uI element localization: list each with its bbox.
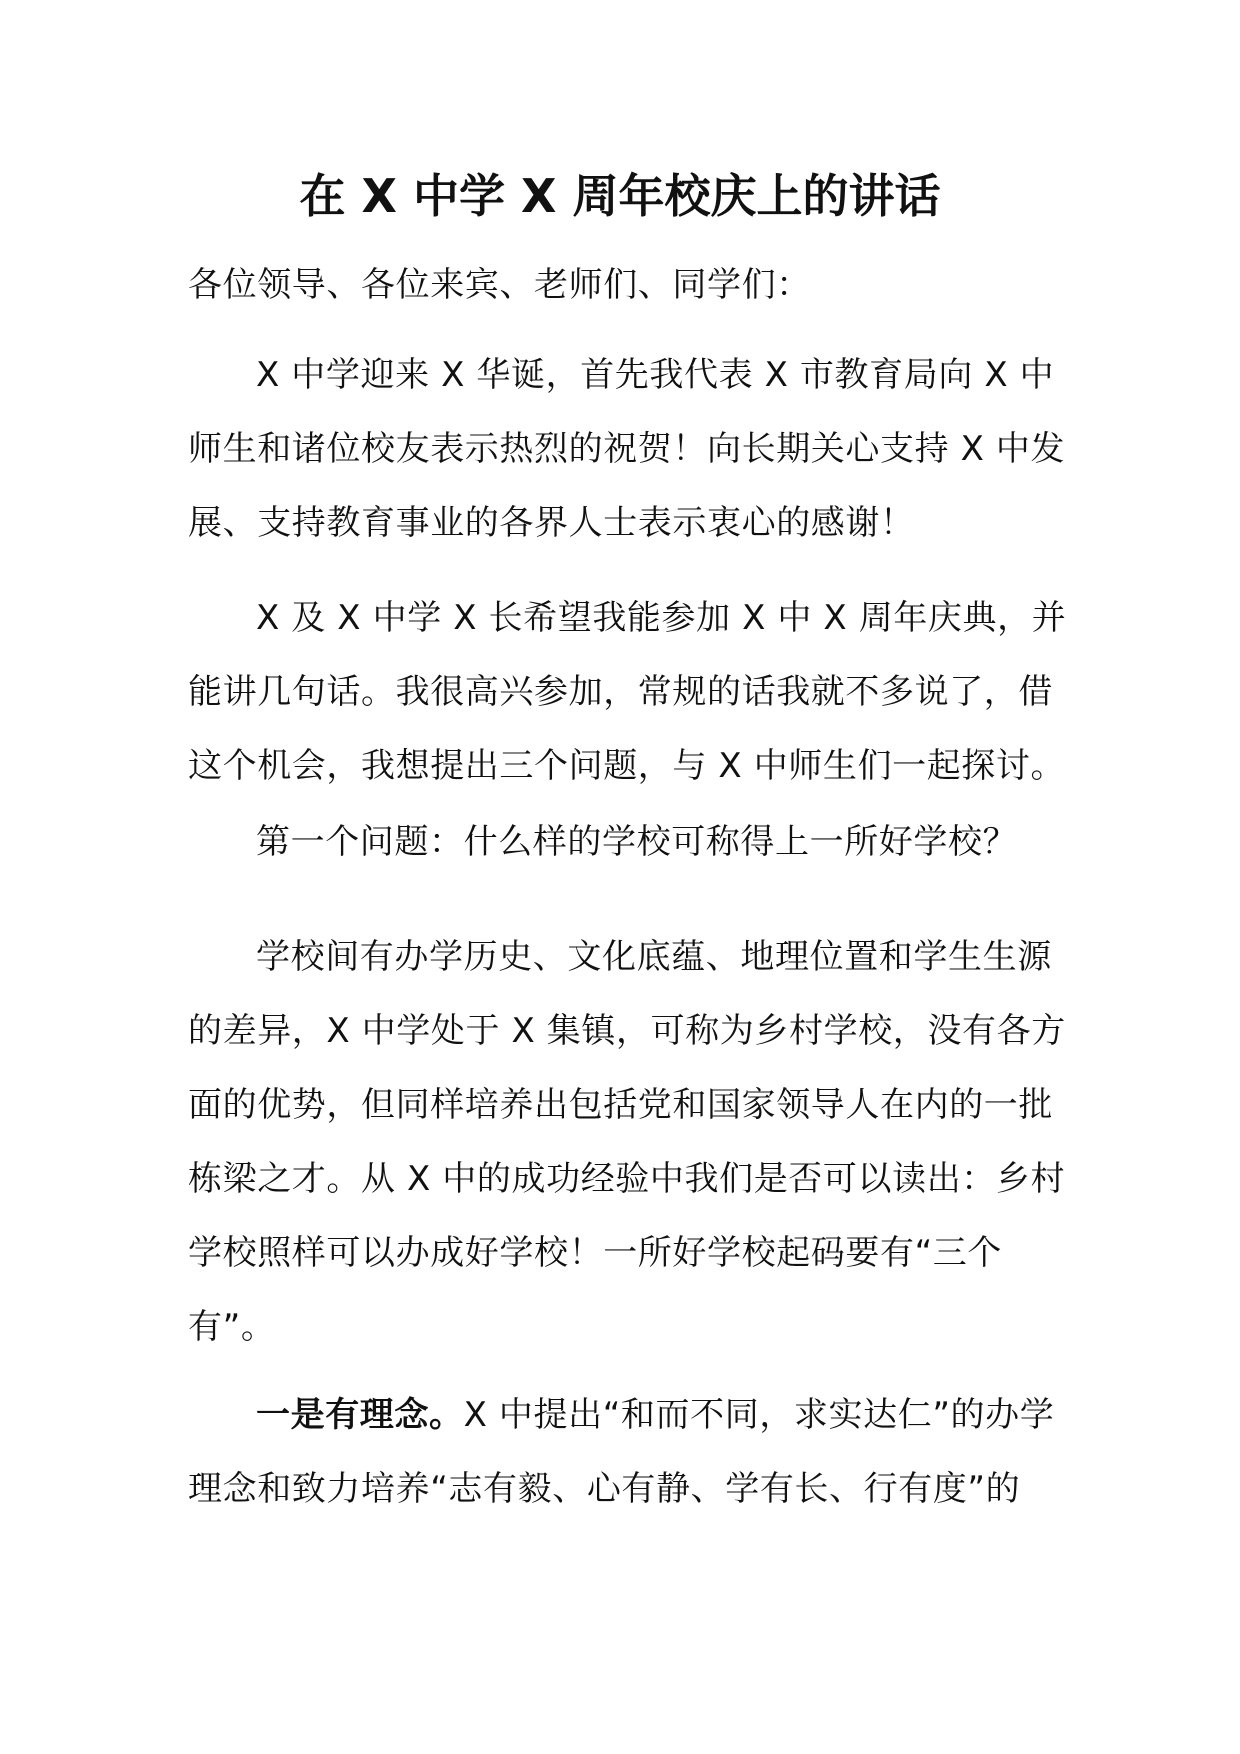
paragraph-invitation: X 及 X 中学 X 长希望我能参加 X 中 X 周年庆典，并能讲几句话。我很高兴参加，常规的话我就不多说了，借这个机会，我想提出三个问题，与 X 中师生们一起探讨。 (188, 598, 1067, 786)
point-one-heading: 一是有理念。 (256, 1395, 464, 1435)
paragraph-good-school: 学校间有办学历史、文化底蕴、地理位置和学生生源的差异，X 中学处于 X 集镇，可称为乡村学校，没有各方面的优势，但同样培养出包括党和国家领导人在内的一批栋梁之才。从 X 中的成功经验中我们是否可以读出：乡村学校照样可以办成好学校！一所好学校起码要有“三个有”。 (188, 937, 1066, 1347)
salutation: 各位领导、各位来宾、老师们、同学们： (188, 265, 811, 305)
paragraph-congratulations: X 中学迎来 X 华诞，首先我代表 X 市教育局向 X 中师生和诸位校友表示热烈的祝贺！向长期关心支持 X 中发展、支持教育事业的各界人士表示衷心的感谢！ (188, 355, 1066, 543)
paragraph-first-question: 第一个问题：什么样的学校可称得上一所好学校？ (256, 822, 1018, 862)
paragraph-point-one (188, 1378, 1068, 1526)
point-one-text: X 中提出“和而不同，求实达仁”的办学理念和致力培养“志有毅、心有静、学有长、行有度”的 (188, 1395, 1055, 1509)
document-title: 在 X 中学 X 周年校庆上的讲话 (299, 169, 941, 223)
